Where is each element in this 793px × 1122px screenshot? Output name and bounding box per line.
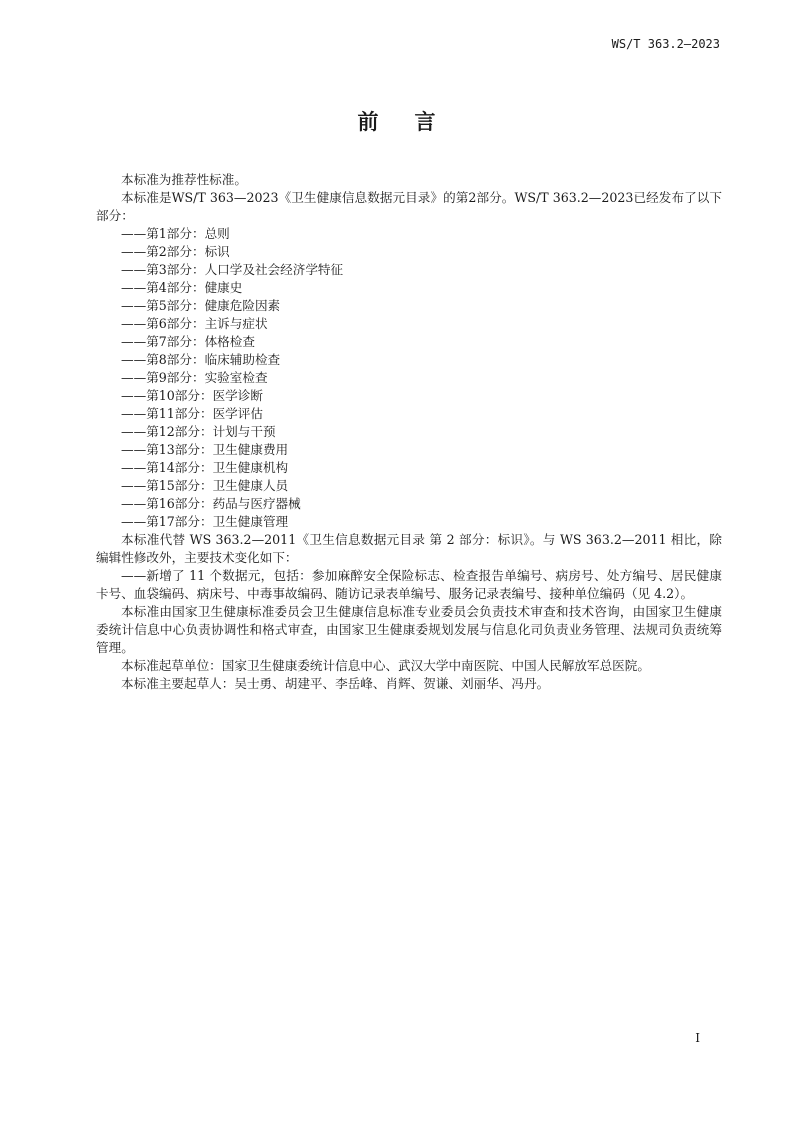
list-item: ——第8部分：临床辅助检查: [121, 352, 281, 367]
list-item: ——第17部分：卫生健康管理: [121, 514, 289, 529]
title-char-1: 前: [357, 110, 379, 134]
foreword-body: [96, 171, 722, 693]
paragraph-replacement: 本标准代替 WS 363.2—2011《卫生信息数据元目录 第 2 部分：标识》。与 WS 363.2—2011 相比，除编辑性修改外，主要技术变化如下：: [96, 532, 722, 565]
list-item: ——第3部分：人口学及社会经济学特征: [121, 262, 344, 277]
list-item: ——第6部分：主诉与症状: [121, 316, 268, 331]
list-item: ——第15部分：卫生健康人员: [121, 478, 289, 493]
parts-list: [96, 225, 722, 531]
paragraph-drafters: 本标准主要起草人：吴士勇、胡建平、李岳峰、肖辉、贺谦、刘丽华、冯丹。: [121, 676, 550, 691]
list-item: ——第13部分：卫生健康费用: [121, 442, 289, 457]
list-item: ——第1部分：总则: [121, 226, 230, 241]
paragraph-recommended-standard: 本标准为推荐性标准。: [121, 172, 247, 187]
list-item: ——第11部分：医学评估: [121, 406, 263, 421]
list-item: ——第16部分：药品与医疗器械: [121, 496, 301, 511]
list-item: ——第2部分：标识: [121, 244, 230, 259]
title-char-2: 言: [414, 110, 436, 134]
list-item: ——第5部分：健康危险因素: [121, 298, 281, 313]
standard-number: WS/T 363.2—2023: [611, 37, 720, 51]
list-item: ——第7部分：体格检查: [121, 334, 255, 349]
list-item: ——第12部分：计划与干预: [121, 424, 276, 439]
paragraph-committee: 本标准由国家卫生健康标准委员会卫生健康信息标准专业委员会负责技术审查和技术咨询，由国家卫生健康委统计信息中心负责协调性和格式审查，由国家卫生健康委规划发展与信息化司负责业务管理、法规司负责统筹管理。: [96, 604, 722, 655]
list-item: ——第4部分：健康史: [121, 280, 243, 295]
paragraph-drafting-units: 本标准起草单位：国家卫生健康委统计信息中心、武汉大学中南医院、中国人民解放军总医院。: [121, 658, 650, 673]
page-number: I: [695, 1031, 700, 1045]
list-item: ——第10部分：医学诊断: [121, 388, 263, 403]
list-item: ——第14部分：卫生健康机构: [121, 460, 289, 475]
paragraph-part-description: 本标准是WS/T 363—2023《卫生健康信息数据元目录》的第2部分。WS/T 363.2—2023已经发布了以下部分：: [96, 190, 722, 223]
list-item: ——第9部分：实验室检查: [121, 370, 268, 385]
paragraph-new-elements: ——新增了 11 个数据元，包括：参加麻醉安全保险标志、检查报告单编号、病房号、处方编号、居民健康卡号、血袋编码、病床号、中毒事故编码、随访记录表单编号、服务记录表编号、接种单位编码（见 4.2）。: [96, 568, 722, 601]
page-title: [0, 106, 793, 136]
